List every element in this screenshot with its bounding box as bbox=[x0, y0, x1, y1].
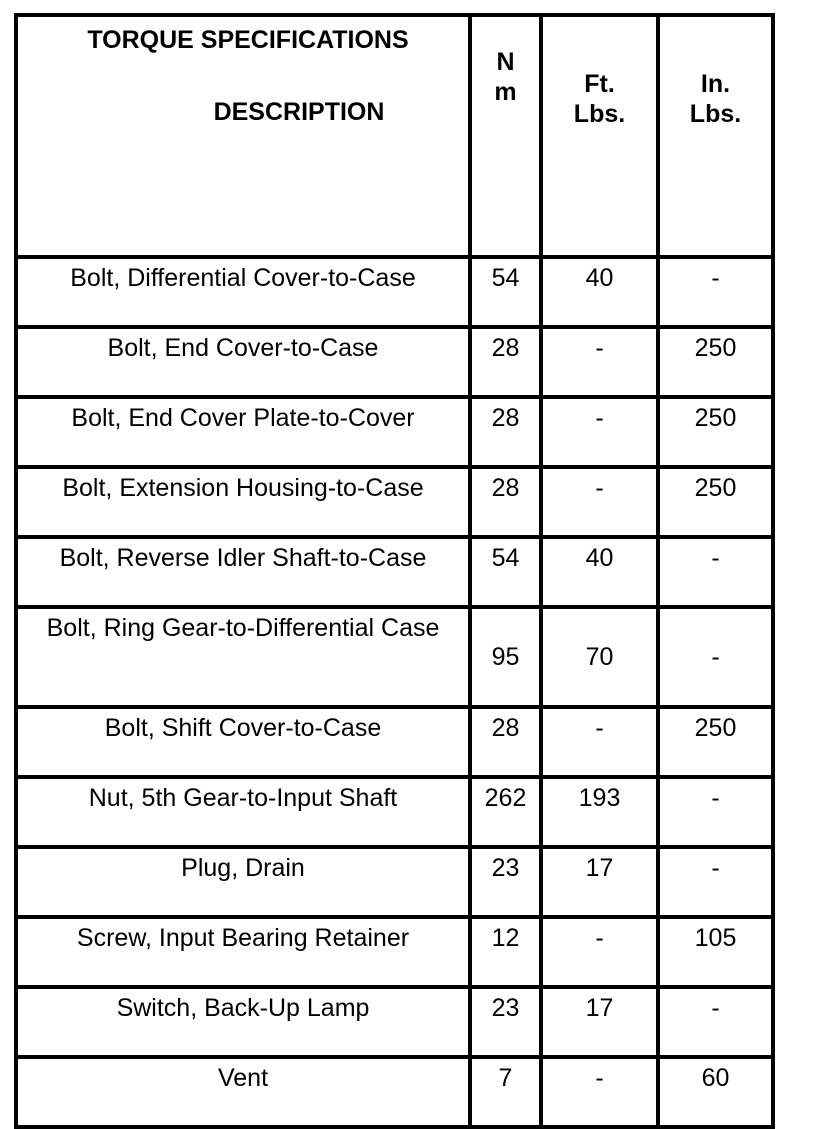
row-nm-value: 95 bbox=[470, 607, 541, 707]
row-in-lbs-value: - bbox=[658, 607, 773, 707]
row-in-lbs-value: 250 bbox=[658, 707, 773, 777]
row-nm-value: 54 bbox=[470, 257, 541, 327]
in-lbs-column-label: In. Lbs. bbox=[689, 70, 742, 128]
row-description: Bolt, Differential Cover-to-Case bbox=[16, 257, 470, 327]
table-row bbox=[16, 917, 773, 987]
row-in-lbs-value: 105 bbox=[658, 917, 773, 987]
row-nm-value: 262 bbox=[470, 777, 541, 847]
row-in-lbs-value: - bbox=[658, 537, 773, 607]
row-in-lbs-value: - bbox=[658, 257, 773, 327]
ft-lbs-column-label: Ft. Lbs. bbox=[573, 70, 626, 128]
table-row bbox=[16, 537, 773, 607]
nm-column-header bbox=[470, 15, 541, 257]
row-nm-value: 7 bbox=[470, 1057, 541, 1127]
table-row bbox=[16, 327, 773, 397]
table-row bbox=[16, 397, 773, 467]
row-description: Bolt, Ring Gear-to-Differential Case bbox=[16, 607, 470, 707]
table-row bbox=[16, 257, 773, 327]
table-row bbox=[16, 1057, 773, 1127]
row-description: Bolt, Shift Cover-to-Case bbox=[16, 707, 470, 777]
row-nm-value: 23 bbox=[470, 847, 541, 917]
row-description: Bolt, End Cover-to-Case bbox=[16, 327, 470, 397]
row-nm-value: 12 bbox=[470, 917, 541, 987]
row-ft-lbs-value: - bbox=[541, 917, 658, 987]
row-ft-lbs-value: 40 bbox=[541, 537, 658, 607]
ft-lbs-column-header bbox=[541, 15, 658, 257]
in-lbs-column-header bbox=[658, 15, 773, 257]
row-ft-lbs-value: 193 bbox=[541, 777, 658, 847]
description-column-label: DESCRIPTION bbox=[213, 98, 385, 126]
table-row bbox=[16, 847, 773, 917]
row-description: Screw, Input Bearing Retainer bbox=[16, 917, 470, 987]
torque-specifications-table bbox=[14, 13, 775, 1129]
row-description: Nut, 5th Gear-to-Input Shaft bbox=[16, 777, 470, 847]
row-description: Bolt, Reverse Idler Shaft-to-Case bbox=[16, 537, 470, 607]
row-description: Bolt, Extension Housing-to-Case bbox=[16, 467, 470, 537]
row-ft-lbs-value: 70 bbox=[541, 607, 658, 707]
description-header bbox=[16, 15, 470, 257]
table-body bbox=[16, 257, 773, 1127]
row-ft-lbs-value: - bbox=[541, 467, 658, 537]
row-ft-lbs-value: - bbox=[541, 327, 658, 397]
row-description: Switch, Back-Up Lamp bbox=[16, 987, 470, 1057]
row-ft-lbs-value: - bbox=[541, 707, 658, 777]
row-in-lbs-value: - bbox=[658, 777, 773, 847]
table-title: TORQUE SPECIFICATIONS bbox=[87, 26, 409, 54]
row-ft-lbs-value: - bbox=[541, 397, 658, 467]
row-nm-value: 28 bbox=[470, 707, 541, 777]
nm-column-label: N m bbox=[494, 48, 517, 106]
row-nm-value: 28 bbox=[470, 327, 541, 397]
row-in-lbs-value: 60 bbox=[658, 1057, 773, 1127]
table-row bbox=[16, 777, 773, 847]
row-nm-value: 28 bbox=[470, 397, 541, 467]
row-description: Bolt, End Cover Plate-to-Cover bbox=[16, 397, 470, 467]
row-description: Vent bbox=[16, 1057, 470, 1127]
header-row bbox=[16, 15, 773, 257]
table-row bbox=[16, 707, 773, 777]
row-in-lbs-value: 250 bbox=[658, 397, 773, 467]
row-nm-value: 23 bbox=[470, 987, 541, 1057]
row-in-lbs-value: 250 bbox=[658, 327, 773, 397]
row-ft-lbs-value: 17 bbox=[541, 987, 658, 1057]
table-row bbox=[16, 467, 773, 537]
row-nm-value: 28 bbox=[470, 467, 541, 537]
row-ft-lbs-value: - bbox=[541, 1057, 658, 1127]
table-row bbox=[16, 607, 773, 707]
row-ft-lbs-value: 40 bbox=[541, 257, 658, 327]
row-description: Plug, Drain bbox=[16, 847, 470, 917]
row-in-lbs-value: - bbox=[658, 847, 773, 917]
row-in-lbs-value: 250 bbox=[658, 467, 773, 537]
table-header bbox=[16, 15, 773, 257]
table-row bbox=[16, 987, 773, 1057]
row-nm-value: 54 bbox=[470, 537, 541, 607]
row-in-lbs-value: - bbox=[658, 987, 773, 1057]
row-ft-lbs-value: 17 bbox=[541, 847, 658, 917]
